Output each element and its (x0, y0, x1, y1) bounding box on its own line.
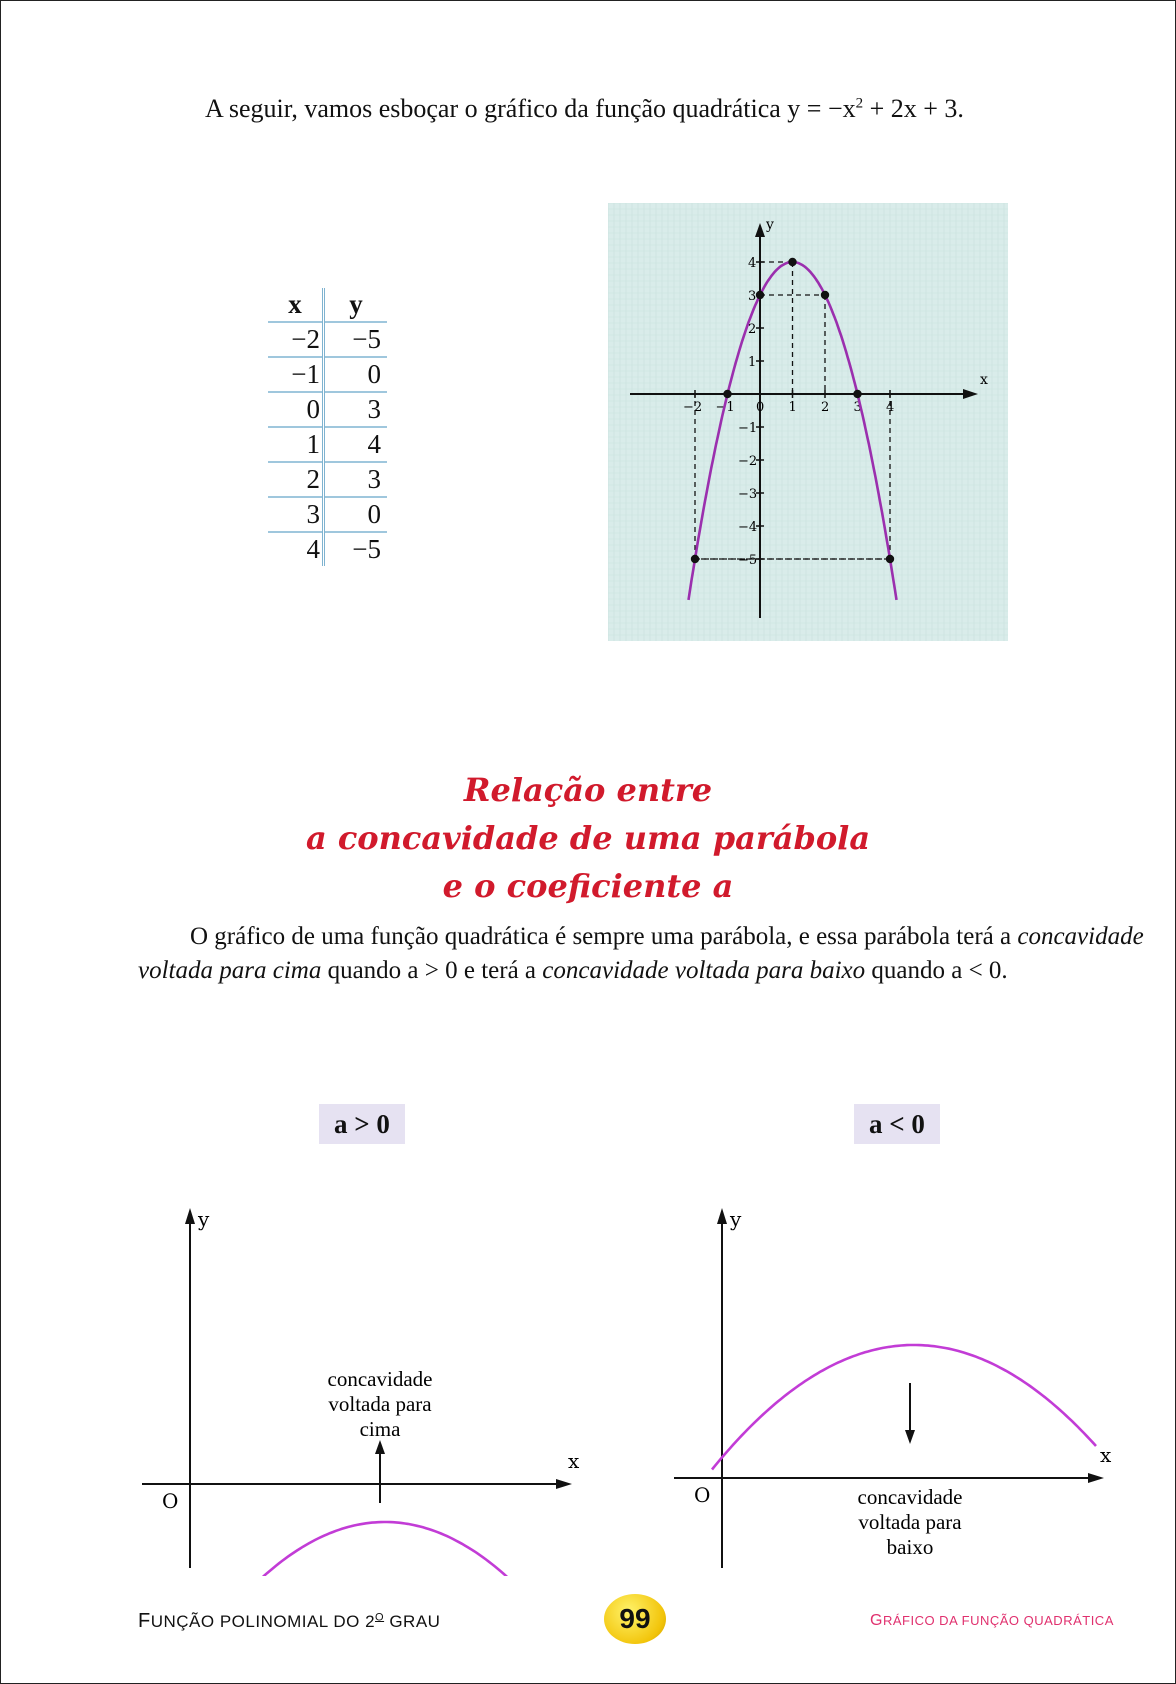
x-tick-label: 1 (788, 400, 797, 415)
footer-left-text: UNÇÃO POLINOMIAL DO 2 (150, 1612, 376, 1631)
footer-left-cap: F (138, 1610, 151, 1632)
data-point (853, 390, 861, 398)
y-axis-arrow (185, 1208, 195, 1224)
intro-text-end: + 2x + 3. (863, 94, 964, 123)
annotation-line: cima (359, 1417, 401, 1441)
y-tick-label: −2 (738, 454, 758, 469)
table-cell-y: −5 (324, 322, 388, 357)
table-row (268, 497, 387, 532)
table-cell-x: 2 (268, 462, 324, 497)
parabola-curve (712, 1345, 1096, 1470)
table-cell-x: −1 (268, 357, 324, 392)
intro-sentence (205, 94, 1105, 124)
footer-chapter-title (138, 1610, 440, 1633)
table-row (268, 392, 387, 427)
badge-a-negative: a < 0 (854, 1104, 940, 1144)
value-table (268, 288, 387, 566)
footer-right-text: RÁFICO DA FUNÇÃO QUADRÁTICA (882, 1613, 1114, 1628)
table-cell-x: 4 (268, 532, 324, 566)
y-tick-label: 1 (748, 355, 757, 370)
table-cell-y: 0 (324, 357, 388, 392)
concavity-arrow-head (375, 1440, 385, 1454)
table-cell-y: 4 (324, 427, 388, 462)
y-tick-label: 4 (748, 256, 757, 271)
x-tick-label: −1 (715, 400, 735, 415)
badge-a-positive: a > 0 (319, 1104, 405, 1144)
y-tick-label: −5 (738, 553, 758, 568)
x-axis-label: x (568, 1449, 580, 1473)
parabola-down-chart (672, 1198, 1112, 1576)
annotation-line: voltada para (858, 1510, 962, 1534)
y-tick-label: 3 (748, 289, 757, 304)
footer-left-sup: O (375, 1611, 385, 1624)
table-header-x: x (288, 289, 302, 319)
y-tick-label: −3 (738, 487, 758, 502)
annotation-line: concavidade (857, 1485, 963, 1509)
x-tick-label: 3 (853, 400, 862, 415)
table-cell-y: 3 (324, 462, 388, 497)
page-number: 99 (604, 1594, 666, 1644)
data-point (788, 258, 796, 266)
section-title-line-3: e o coeficiente a (442, 867, 734, 905)
table-cell-y: 0 (324, 497, 388, 532)
table-cell-x: 1 (268, 427, 324, 462)
y-axis-arrow (717, 1208, 727, 1224)
intro-text: A seguir, vamos esboçar o gráfico da função quadrática y = −x (205, 94, 856, 123)
para-text-1: O gráfico de uma função quadrática é sempre uma parábola, e essa parábola terá a (190, 923, 1018, 950)
parabola-curve (195, 1522, 567, 1576)
x-axis-label: x (1100, 1443, 1112, 1467)
table-cell-x: 3 (268, 497, 324, 532)
para-text-2: quando a > 0 e terá a (321, 957, 543, 984)
footer-section-title (870, 1612, 1114, 1630)
data-point (756, 291, 764, 299)
y-axis-label: y (198, 1207, 210, 1231)
origin-label: O (162, 1489, 179, 1513)
table-cell-y: 3 (324, 392, 388, 427)
y-axis-label: y (730, 1207, 742, 1231)
main-parabola-chart (608, 203, 1008, 641)
section-title (0, 766, 1176, 910)
x-tick-label: 4 (886, 400, 895, 415)
table-cell-x: 0 (268, 392, 324, 427)
table-row (268, 322, 387, 357)
data-point (886, 555, 894, 563)
concavity-arrow-head (905, 1430, 915, 1444)
data-point (723, 390, 731, 398)
section-title-line-2: a concavidade de uma parábola (305, 819, 871, 857)
footer-right-cap: G (870, 1612, 883, 1629)
y-tick-label: −4 (738, 520, 758, 535)
parabola-up-chart (140, 1198, 580, 1576)
x-tick-label: −2 (683, 400, 703, 415)
table-row (268, 427, 387, 462)
table-row (268, 357, 387, 392)
x-tick-label: 0 (756, 400, 765, 415)
x-axis-label: x (980, 372, 988, 388)
y-tick-label: 2 (748, 322, 757, 337)
footer-left-end: GRAU (384, 1612, 441, 1631)
para-italic-down: concavidade voltada para baixo (542, 957, 866, 984)
concavity-paragraph (138, 920, 1148, 988)
annotation-line: voltada para (328, 1392, 432, 1416)
data-point (691, 555, 699, 563)
data-point (821, 291, 829, 299)
y-axis-label: y (766, 217, 774, 233)
para-text-3: quando a < 0. (865, 957, 1008, 984)
table-cell-x: −2 (268, 322, 324, 357)
intro-exponent: 2 (855, 95, 864, 112)
table-row (268, 462, 387, 497)
table-header-y: y (324, 288, 388, 322)
table-row (268, 532, 387, 566)
origin-label: O (694, 1483, 711, 1507)
x-axis-arrow (1088, 1473, 1104, 1483)
table-cell-y: −5 (324, 532, 388, 566)
para-italic-up: concavidade voltada para cima (138, 923, 1144, 984)
annotation-line: baixo (886, 1535, 934, 1559)
x-tick-label: 2 (821, 400, 830, 415)
annotation-line: concavidade (327, 1367, 433, 1391)
x-axis-arrow (556, 1479, 572, 1489)
y-tick-label: −1 (738, 421, 758, 436)
section-title-line-1: Relação entre (463, 771, 713, 809)
